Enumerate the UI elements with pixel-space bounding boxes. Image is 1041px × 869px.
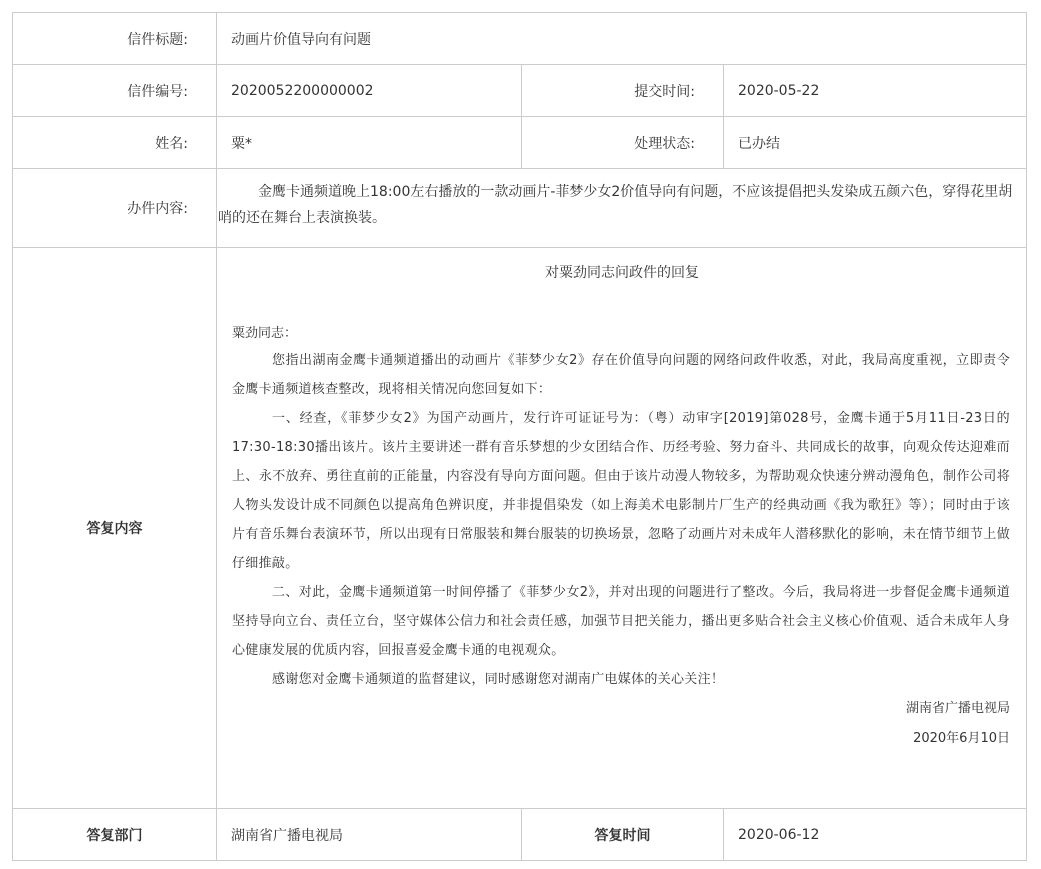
content-value: 金鹰卡通频道晚上18:00左右播放的一款动画片-菲梦少女2价值导向有问题，不应该提倡把头发染成五颜六色，穿得花里胡哨的还在舞台上表演换装。 (218, 184, 1013, 226)
reply-paragraph: 感谢您对金鹰卡通频道的监督建议，同时感谢您对湖南广电媒体的关心关注！ (272, 672, 725, 687)
letter-detail-table (12, 12, 1027, 861)
reply-time-value: 2020-06-12 (723, 808, 1027, 861)
name-label: 姓名: (12, 116, 217, 169)
submit-time-value: 2020-05-22 (723, 64, 1027, 117)
submit-time-label: 提交时间: (521, 64, 724, 117)
reply-cell (216, 247, 1027, 809)
reply-body (218, 248, 1026, 754)
reply-signature: 湖南省广播电视局 (905, 701, 1010, 716)
department-label: 答复部门 (12, 808, 217, 861)
reply-greeting: 粟劲同志： (232, 326, 298, 341)
status-label: 处理状态: (521, 116, 724, 169)
department-value: 湖南省广播电视局 (216, 808, 522, 861)
reply-title: 对粟劲同志问政件的回复 (545, 265, 699, 281)
reply-paragraph: 二、对此，金鹰卡通频道第一时间停播了《菲梦少女2》，并对出现的问题进行了整改。今后，我局将进一步督促金鹰卡通频道坚持导向立台、责任立台，坚守媒体公信力和社会责任感，加强节目把关能力，播出更多贴合社会主义核心价值观、适合未成年人身心健康发展的优质内容，回报喜爱金鹰卡通的电视观众。 (232, 585, 1010, 658)
content-label: 办件内容: (12, 168, 217, 248)
status-value: 已办结 (723, 116, 1027, 169)
reply-label: 答复内容 (12, 247, 217, 809)
number-value: 2020052200000002 (216, 64, 522, 117)
title-value: 动画片价值导向有问题 (216, 12, 1027, 65)
content-cell (216, 168, 1027, 248)
reply-time-label: 答复时间 (521, 808, 724, 861)
reply-paragraph: 您指出湖南金鹰卡通频道播出的动画片《菲梦少女2》存在价值导向问题的网络问政件收悉，对此，我局高度重视，立即责令金鹰卡通频道核查整改，现将相关情况向您回复如下： (232, 353, 1010, 397)
number-label: 信件编号: (12, 64, 217, 117)
reply-date: 2020年6月10日 (913, 731, 1010, 746)
name-value: 粟* (216, 116, 522, 169)
title-label: 信件标题: (12, 12, 217, 65)
reply-paragraph: 一、经查，《菲梦少女2》为国产动画片，发行许可证证号为：（粤）动审字[2019]第028号，金鹰卡通于5月11日-23日的17:30-18:30播出该片。该片主要讲述一群有音乐梦想的少女团结合作、历经考验、努力奋斗、共同成长的故事，向观众传达迎难而上、永不放弃、勇往直前的正能量，内容没有导向方面问题。但由于该片动漫人物较多，为帮助观众快速分辨动漫角色，制作公司将人物头发设计成不同颜色以提高角色辨识度，并非提倡染发（如上海美术电影制片厂生产的经典动画《我为歌狂》等）；同时由于该片有音乐舞台表演环节，所以出现有日常服装和舞台服装的切换场景，忽略了动画片对未成年人潜移默化的影响，未在情节细节上做仔细推敲。 (232, 411, 1010, 571)
